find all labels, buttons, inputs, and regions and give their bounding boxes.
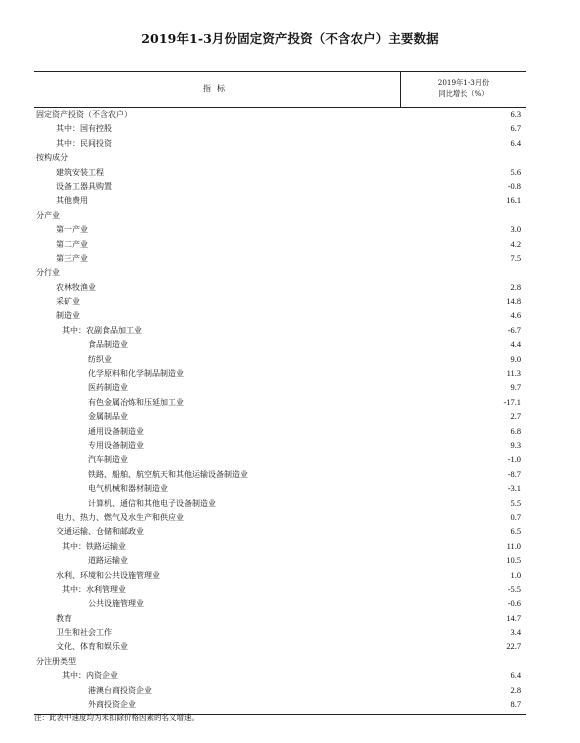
- table-row: [34, 209, 526, 223]
- table-row: [34, 569, 526, 583]
- table-row: [34, 612, 526, 626]
- row-label: 教育: [56, 613, 72, 623]
- row-value: 2.8: [510, 685, 521, 695]
- table-row: [34, 453, 526, 467]
- row-value: 6.4: [510, 671, 521, 681]
- header-value-line2: 同比增长（%）: [438, 89, 489, 98]
- row-value: 22.7: [506, 642, 521, 652]
- table-row: [34, 640, 526, 654]
- row-label: 公共设施管理业: [88, 599, 144, 609]
- row-value: 16.1: [506, 196, 521, 206]
- table-row: [34, 669, 526, 683]
- table-row: [34, 295, 526, 309]
- row-label: 有色金属冶炼和压延加工业: [88, 397, 184, 407]
- table-row: [34, 108, 526, 122]
- row-label: 汽车制造业: [88, 455, 128, 465]
- row-value: -6.7: [507, 325, 521, 335]
- row-label: 固定资产投资（不含农户）: [36, 110, 132, 119]
- row-label: 食品制造业: [88, 340, 128, 350]
- row-value: -8.7: [507, 469, 521, 479]
- header-indicator: 指标: [203, 84, 231, 93]
- table-row: [34, 151, 526, 165]
- row-label: 采矿业: [56, 297, 80, 307]
- row-value: 11.3: [506, 369, 521, 379]
- table-row: [34, 396, 526, 410]
- row-value: 9.3: [510, 440, 521, 450]
- row-value: -0.6: [507, 599, 521, 609]
- row-label: 电力、热力、燃气及水生产和供应业: [56, 512, 184, 522]
- table-row: [34, 353, 526, 367]
- table-row: [34, 583, 526, 597]
- row-label: 其他费用: [56, 196, 88, 206]
- row-label: 水利、环境和公共设施管理业: [56, 570, 160, 580]
- table-row: [34, 252, 526, 266]
- table-row: [34, 166, 526, 180]
- table-row: [34, 194, 526, 208]
- table-row: [34, 698, 526, 712]
- row-label: 外商投资企业: [88, 700, 136, 710]
- table-row: [34, 367, 526, 381]
- row-value: 6.7: [510, 124, 521, 134]
- row-value: 2.7: [510, 412, 521, 422]
- page-title: 2019年1-3月份固定资产投资（不含农户）主要数据: [141, 31, 439, 46]
- row-label: 第一产业: [56, 225, 88, 235]
- row-label: 医药制造业: [88, 383, 128, 393]
- row-value: 8.7: [510, 700, 521, 710]
- row-label: 第三产业: [56, 253, 88, 263]
- header-value: [401, 77, 526, 99]
- table-row: [34, 511, 526, 525]
- row-value: 11.0: [506, 541, 521, 551]
- row-value: 6.4: [510, 138, 521, 148]
- row-value: 6.8: [510, 426, 521, 436]
- table-row: [34, 381, 526, 395]
- row-label: 通用设备制造业: [88, 426, 144, 436]
- table-row: [34, 425, 526, 439]
- table-row: [34, 655, 526, 669]
- table-row: [34, 180, 526, 194]
- row-value: 14.7: [506, 613, 521, 623]
- table-row: [34, 554, 526, 568]
- table-row: [34, 468, 526, 482]
- table-row: [34, 338, 526, 352]
- row-label: 设备工器具购置: [56, 181, 112, 191]
- table-row: [34, 497, 526, 511]
- row-value: 10.5: [506, 556, 521, 566]
- row-label: 其中：内资企业: [62, 671, 118, 681]
- row-value: 4.6: [510, 311, 521, 321]
- row-label: 按构成分: [36, 153, 68, 163]
- table-row: [34, 525, 526, 539]
- row-label: 制造业: [56, 311, 80, 321]
- row-label: 分产业: [36, 210, 60, 220]
- row-label: 其中：民间投资: [56, 138, 112, 148]
- table-row: [34, 684, 526, 698]
- row-label: 金属制品业: [88, 412, 128, 422]
- row-value: 7.5: [510, 253, 521, 263]
- row-value: 6.5: [510, 527, 521, 537]
- row-value: 6.3: [510, 110, 521, 119]
- row-value: 9.0: [510, 354, 521, 364]
- table-row: [34, 238, 526, 252]
- row-value: 5.5: [510, 498, 521, 508]
- row-value: 1.0: [510, 570, 521, 580]
- row-label: 其中：水利管理业: [62, 584, 126, 594]
- row-value: 9.7: [510, 383, 521, 393]
- header-value-line1: 2019年1-3月份: [437, 78, 490, 87]
- row-label: 其中：铁路运输业: [62, 541, 126, 551]
- row-value: 4.4: [510, 340, 521, 350]
- row-value: 0.7: [510, 512, 521, 522]
- row-label: 铁路、船舶、航空航天和其他运输设备制造业: [88, 469, 248, 479]
- row-label: 计算机、通信和其他电子设备制造业: [88, 498, 216, 508]
- row-label: 交通运输、仓储和邮政业: [56, 527, 144, 537]
- table-row: [34, 281, 526, 295]
- data-table: [34, 71, 526, 715]
- row-value: 5.6: [510, 167, 521, 177]
- table-row: [34, 439, 526, 453]
- table-row: [34, 597, 526, 611]
- table-row: [34, 309, 526, 323]
- row-label: 专用设备制造业: [88, 440, 144, 450]
- table-row: [34, 266, 526, 280]
- row-label: 分注册类型: [36, 656, 76, 666]
- table-row: [34, 410, 526, 424]
- table-row: [34, 626, 526, 640]
- row-label: 其中：农副食品加工业: [62, 325, 142, 335]
- row-value: 3.0: [510, 225, 521, 235]
- table-row: [34, 122, 526, 136]
- row-value: -0.8: [507, 181, 521, 191]
- row-label: 其中：国有控股: [56, 124, 112, 134]
- row-value: 3.4: [510, 628, 521, 638]
- row-label: 第二产业: [56, 239, 88, 249]
- row-value: 4.2: [510, 239, 521, 249]
- footnote: 注：此表中速度均为未扣除价格因素的名义增速。: [34, 713, 199, 722]
- row-label: 化学原料和化学制品制造业: [88, 369, 184, 379]
- row-label: 农林牧渔业: [56, 282, 96, 292]
- table-row: [34, 223, 526, 237]
- row-value: -3.1: [507, 484, 521, 494]
- table-row: [34, 324, 526, 338]
- row-label: 纺织业: [88, 354, 112, 364]
- row-value: -5.5: [507, 584, 521, 594]
- row-label: 电气机械和器材制造业: [88, 484, 168, 494]
- row-value: 2.8: [510, 282, 521, 292]
- row-label: 卫生和社会工作: [56, 628, 112, 638]
- row-label: 港澳台商投资企业: [88, 685, 152, 695]
- table-header: [34, 71, 526, 108]
- row-label: 文化、体育和娱乐业: [56, 642, 128, 652]
- row-value: -1.0: [507, 455, 521, 465]
- row-label: 建筑安装工程: [56, 167, 104, 177]
- table-row: [34, 540, 526, 554]
- row-value: 14.8: [506, 297, 521, 307]
- table-row: [34, 482, 526, 496]
- row-label: 分行业: [36, 268, 60, 278]
- row-label: 道路运输业: [88, 556, 128, 566]
- table-body: [34, 108, 526, 715]
- table-row: [34, 137, 526, 151]
- row-value: -17.1: [503, 397, 521, 407]
